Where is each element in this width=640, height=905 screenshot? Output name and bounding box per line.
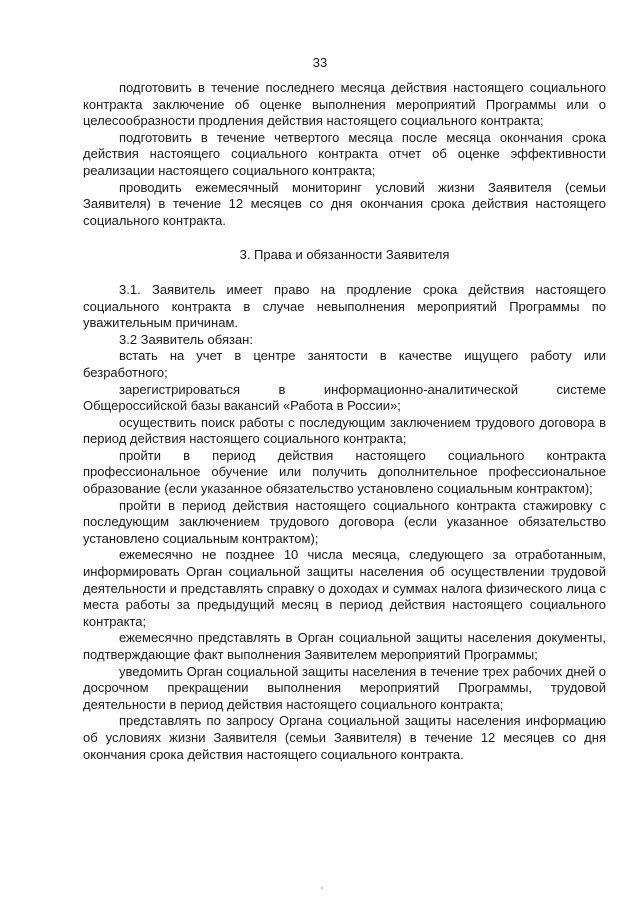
paragraph: ежемесячно не позднее 10 числа месяца, следующего за отработанным, информировать Орган социальной защиты населения об осуществлении трудовой деятельности и представлять справку о доходах и суммах налога физического лица с места работы за предыдущий месяц в период действия настоящего социального контракта; bbox=[83, 547, 606, 629]
paragraph: 3.2 Заявитель обязан: bbox=[119, 331, 253, 347]
paragraph: представлять по запросу Органа социальной защиты населения информацию об условиях жизни Заявителя (семьи Заявителя) в течение 12 месяцев со дня окончания срока действия настоящего социального контракта. bbox=[83, 713, 606, 762]
section-heading: 3. Права и обязанности Заявителя bbox=[239, 247, 450, 263]
paragraph: пройти в период действия настоящего социального контракта профессиональное обучение или получить дополнительное профессиональное образование (если указанное обязательство установлено социальным контрактом); bbox=[83, 447, 606, 497]
scan-speck bbox=[321, 887, 323, 889]
page-number: 33 bbox=[312, 55, 328, 70]
paragraph: уведомить Орган социальной защиты населения в течение трех рабочих дней о досрочном прекращении выполнения мероприятий Программы, трудовой деятельности в период действия настоящего социального контракта; bbox=[83, 663, 606, 712]
paragraph: ежемесячно представлять в Орган социальной защиты населения документы, подтверждающие факт выполнения Заявителем мероприятий Программы; bbox=[83, 630, 606, 662]
paragraph: встать на учет в центре занятости в качестве ищущего работу или безработного; bbox=[83, 348, 606, 380]
paragraph: подготовить в течение четвертого месяца после месяца окончания срока действия настоящего социального контракта отчет об оценке эффективности реализации настоящего социального контракта; bbox=[83, 129, 606, 178]
paragraph: 3.1. Заявитель имеет право на продление срока действия настоящего социального контракта в случае невыполнения мероприятий Программы по уважительным причинам. bbox=[83, 281, 606, 331]
paragraph: зарегистрироваться в информационно-аналитической системе Общероссийской базы вакансий «Работа в России»; bbox=[83, 381, 606, 414]
paragraph: подготовить в течение последнего месяца действия настоящего социального контракта заключение об оценке выполнения мероприятий Программы или о целесообразности продления действия настоящего социального контракта; bbox=[83, 80, 606, 129]
paragraph: осуществить поиск работы с последующим заключением трудового договора в период действия настоящего социального контракта; bbox=[83, 414, 606, 447]
document-body bbox=[83, 80, 606, 763]
paragraph: пройти в период действия настоящего социального контракта стажировку с последующим заключением трудового договора (если указанное обязательство установлено социальным контрактом); bbox=[83, 497, 606, 546]
paragraph: проводить ежемесячный мониторинг условий жизни Заявителя (семьи Заявителя) в течение 12 месяцев со дня окончания срока действия настоящего социального контракта. bbox=[83, 179, 606, 228]
